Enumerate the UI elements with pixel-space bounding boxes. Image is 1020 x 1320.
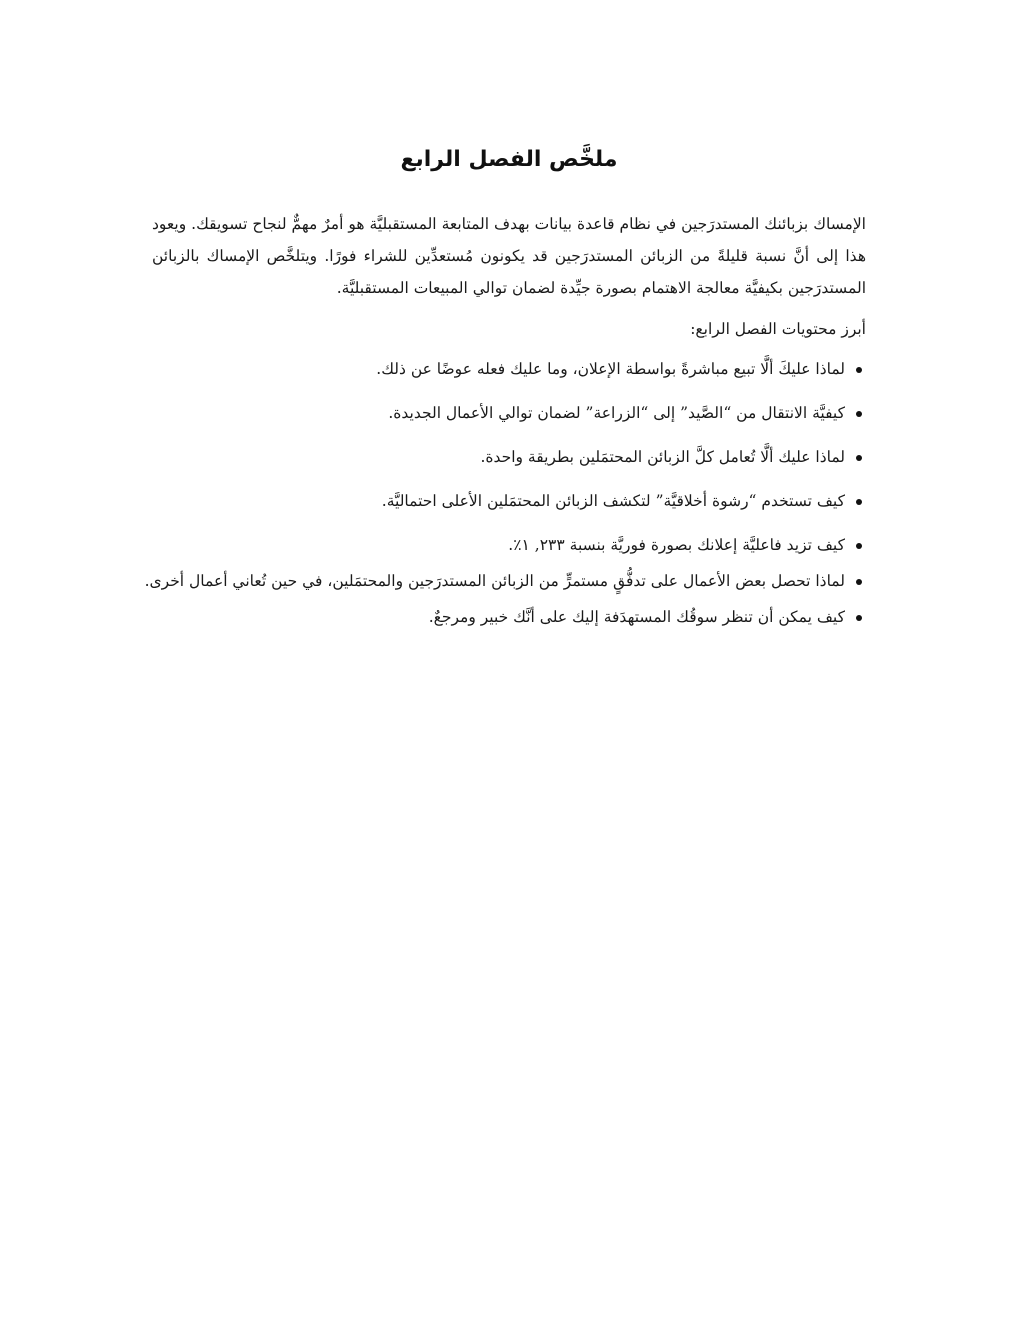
chapter-summary-title: ملخَّص الفصل الرابع — [400, 147, 618, 172]
list-item-text: كيف يمكن أن تنظر سوقُك المستهدَفة إليك على أنَّك خبير ومرجعٌ. — [428, 608, 845, 626]
chapter-contents-list — [144, 354, 866, 632]
list-item-text: كيف تستخدم “رشوة أخلاقيَّة” لتكشف الزبائن المحتمَلين الأعلى احتماليَّة. — [381, 492, 845, 510]
list-item — [144, 566, 866, 596]
intro-paragraph: الإمساك بزبائنك المستدرَجين في نظام قاعدة بيانات بهدف المتابعة المستقبليَّة هو أمرٌ مهمٌّ لنجاح تسويقك. ويعود هذا إلى أنَّ نسبة قليلةً من الزبائن المستدرَجين قد يكونون مُستعدِّين للشراء فورًا. ويتلخَّص الإمساك بالزبائن المستدرَجين بكيفيَّة معالجة الاهتمام بصورة جيِّدة لضمان توالي المبيعات المستقبليَّة. — [152, 215, 866, 297]
bullet-icon — [856, 499, 862, 505]
bullet-icon — [856, 411, 862, 417]
bullet-icon — [856, 367, 862, 373]
list-item — [152, 398, 866, 428]
list-item-text: لماذا تحصل بعض الأعمال على تدفُّقٍ مستمرٍّ من الزبائن المستدرَجين والمحتمَلين، في حين تُعاني أعمال أخرى. — [144, 572, 845, 590]
list-item — [152, 530, 866, 560]
contents-lead-text: أبرز محتويات الفصل الرابع: — [690, 320, 866, 338]
bullet-icon — [856, 579, 862, 585]
bullet-icon — [856, 543, 862, 549]
list-item-text: لماذا عليكَ ألَّا تبيع مباشرةً بواسطة الإعلان، وما عليك فعله عوضًا عن ذلك. — [376, 360, 845, 378]
list-item-text: كيف تزيد فاعليَّة إعلانك بصورة فوريَّة بنسبة ٢٣٣, ١٪. — [508, 536, 845, 554]
list-item-text: لماذا عليك ألَّا تُعامل كلَّ الزبائن المحتمَلين بطريقة واحدة. — [480, 448, 845, 466]
list-item — [152, 602, 866, 632]
list-item — [152, 354, 866, 384]
list-item-text: كيفيَّة الانتقال من “الصَّيد” إلى “الزراعة” لضمان توالي الأعمال الجديدة. — [388, 404, 845, 422]
list-item — [152, 486, 866, 516]
list-item — [152, 442, 866, 472]
bullet-icon — [856, 615, 862, 621]
bullet-icon — [856, 455, 862, 461]
